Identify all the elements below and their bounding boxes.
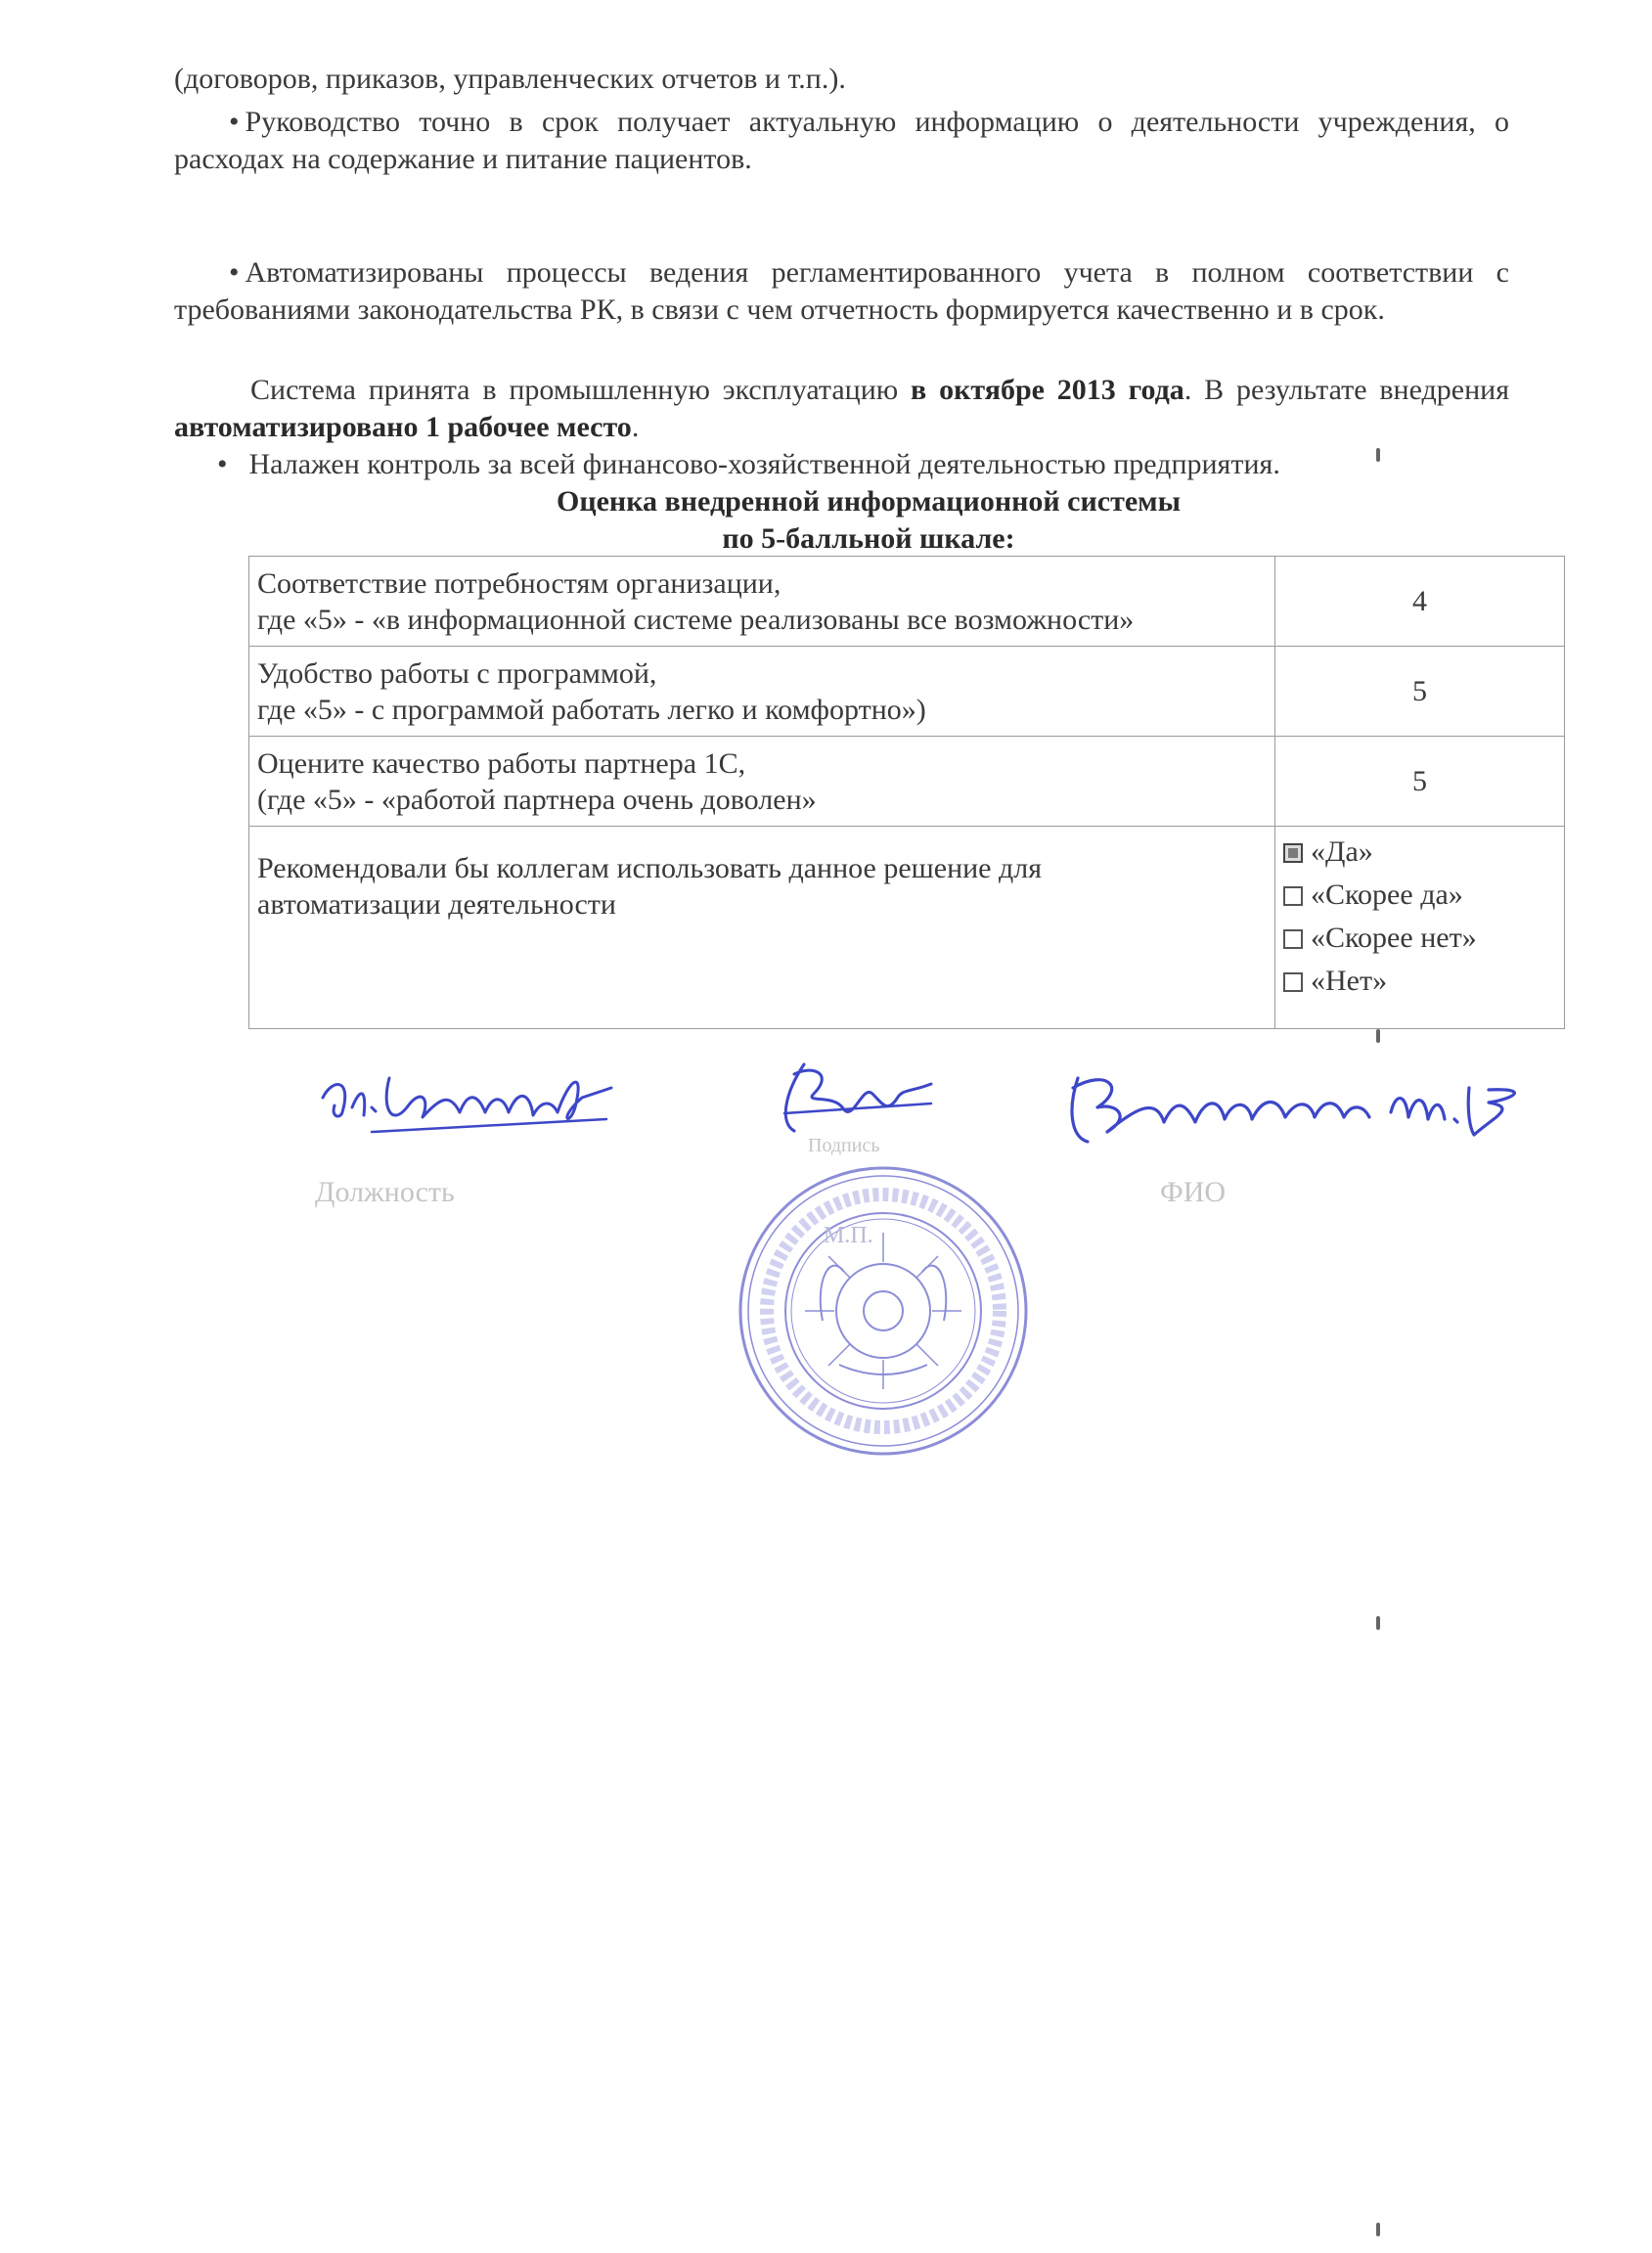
option-label: «Нет» bbox=[1311, 965, 1388, 997]
table-row bbox=[249, 737, 1565, 827]
position-label: Должность bbox=[315, 1176, 455, 1208]
table-row bbox=[249, 647, 1565, 737]
summary-text-2: . В результате внедрения bbox=[1183, 374, 1509, 406]
question-line-2: где «5» - «в информационной системе реализованы все возможности» bbox=[257, 603, 1135, 636]
position-signature bbox=[313, 1059, 626, 1147]
question-line-1: Удобство работы с программой, bbox=[257, 656, 657, 690]
table-title-line-1: Оценка внедренной информационной системы bbox=[556, 485, 1182, 518]
bullet-text: Руководство точно в срок получает актуальную информацию о деятельности учреждения, о расходах на содержание и питание пациентов. bbox=[174, 106, 1509, 175]
scan-speck bbox=[1376, 448, 1380, 462]
signature-label: Подпись bbox=[808, 1135, 880, 1156]
bullet-icon: • bbox=[229, 256, 240, 289]
evaluation-table bbox=[248, 556, 1565, 1029]
scan-speck bbox=[1376, 1616, 1380, 1630]
question-line-1: Рекомендовали бы коллегам использовать данное решение для bbox=[257, 852, 1043, 884]
intro-line bbox=[174, 61, 1509, 98]
summary-text-1: Система принята в промышленную эксплуатацию bbox=[250, 374, 912, 406]
question-cell bbox=[249, 827, 1275, 1029]
bullet-icon: • bbox=[217, 448, 228, 480]
question-line-1: Соответствие потребностям организации, bbox=[257, 566, 781, 600]
option-yes[interactable] bbox=[1283, 831, 1556, 874]
question-line-1: Оцените качество работы партнера 1С, bbox=[257, 746, 746, 780]
name-label: ФИО bbox=[1160, 1176, 1227, 1208]
signature-mark bbox=[775, 1055, 941, 1143]
table-row bbox=[249, 557, 1565, 647]
bullet-item-3 bbox=[174, 446, 1509, 483]
score-cell: 5 bbox=[1275, 737, 1565, 827]
checkbox-icon[interactable] bbox=[1283, 929, 1303, 949]
intro-text: (договоров, приказов, управленческих отчетов и т.п.). bbox=[174, 63, 846, 95]
summary-paragraph bbox=[174, 372, 1509, 446]
table-row bbox=[249, 827, 1565, 1029]
bullet-text: Налажен контроль за всей финансово-хозяйственной деятельностью предприятия. bbox=[248, 448, 1280, 480]
question-line-2: где «5» - с программой работать легко и комфортно») bbox=[257, 693, 926, 726]
question-line-2: автоматизации деятельности bbox=[257, 888, 616, 921]
summary-workplaces: автоматизировано 1 рабочее место bbox=[174, 411, 632, 443]
checkbox-icon[interactable] bbox=[1283, 972, 1303, 992]
question-line-2: (где «5» - «работой партнера очень доволен» bbox=[257, 783, 817, 816]
bullet-icon: • bbox=[229, 106, 240, 138]
summary-text-3: . bbox=[631, 411, 640, 443]
option-label: «Скорее да» bbox=[1311, 879, 1463, 911]
checkbox-checked-icon[interactable] bbox=[1283, 843, 1303, 863]
checkbox-icon[interactable] bbox=[1283, 886, 1303, 906]
name-signature bbox=[1058, 1059, 1538, 1156]
score-cell: 4 bbox=[1275, 557, 1565, 647]
option-rather-no[interactable] bbox=[1283, 917, 1556, 960]
table-title bbox=[174, 483, 1563, 558]
question-cell bbox=[249, 557, 1275, 647]
option-label: «Да» bbox=[1311, 835, 1373, 868]
bullet-text: Автоматизированы процессы ведения регламентированного учета в полном соответствии с требованиями законодательства РК, в связи с чем отчетность формируется качественно и в срок. bbox=[174, 256, 1509, 326]
question-cell bbox=[249, 647, 1275, 737]
score-cell: 5 bbox=[1275, 647, 1565, 737]
option-rather-yes[interactable] bbox=[1283, 874, 1556, 917]
summary-date: в октябре 2013 года bbox=[911, 374, 1184, 406]
recommend-options-cell bbox=[1275, 827, 1565, 1029]
option-no[interactable] bbox=[1283, 960, 1556, 1003]
scan-speck bbox=[1376, 1029, 1380, 1043]
bullet-item-1 bbox=[174, 104, 1509, 178]
option-label: «Скорее нет» bbox=[1311, 922, 1477, 954]
official-stamp bbox=[737, 1164, 1030, 1458]
stamp-label: М.П. bbox=[824, 1223, 873, 1248]
bullet-item-2 bbox=[174, 254, 1509, 329]
question-cell bbox=[249, 737, 1275, 827]
table-title-line-2: по 5-балльной шкале: bbox=[722, 522, 1015, 555]
scan-speck bbox=[1376, 2223, 1380, 2236]
